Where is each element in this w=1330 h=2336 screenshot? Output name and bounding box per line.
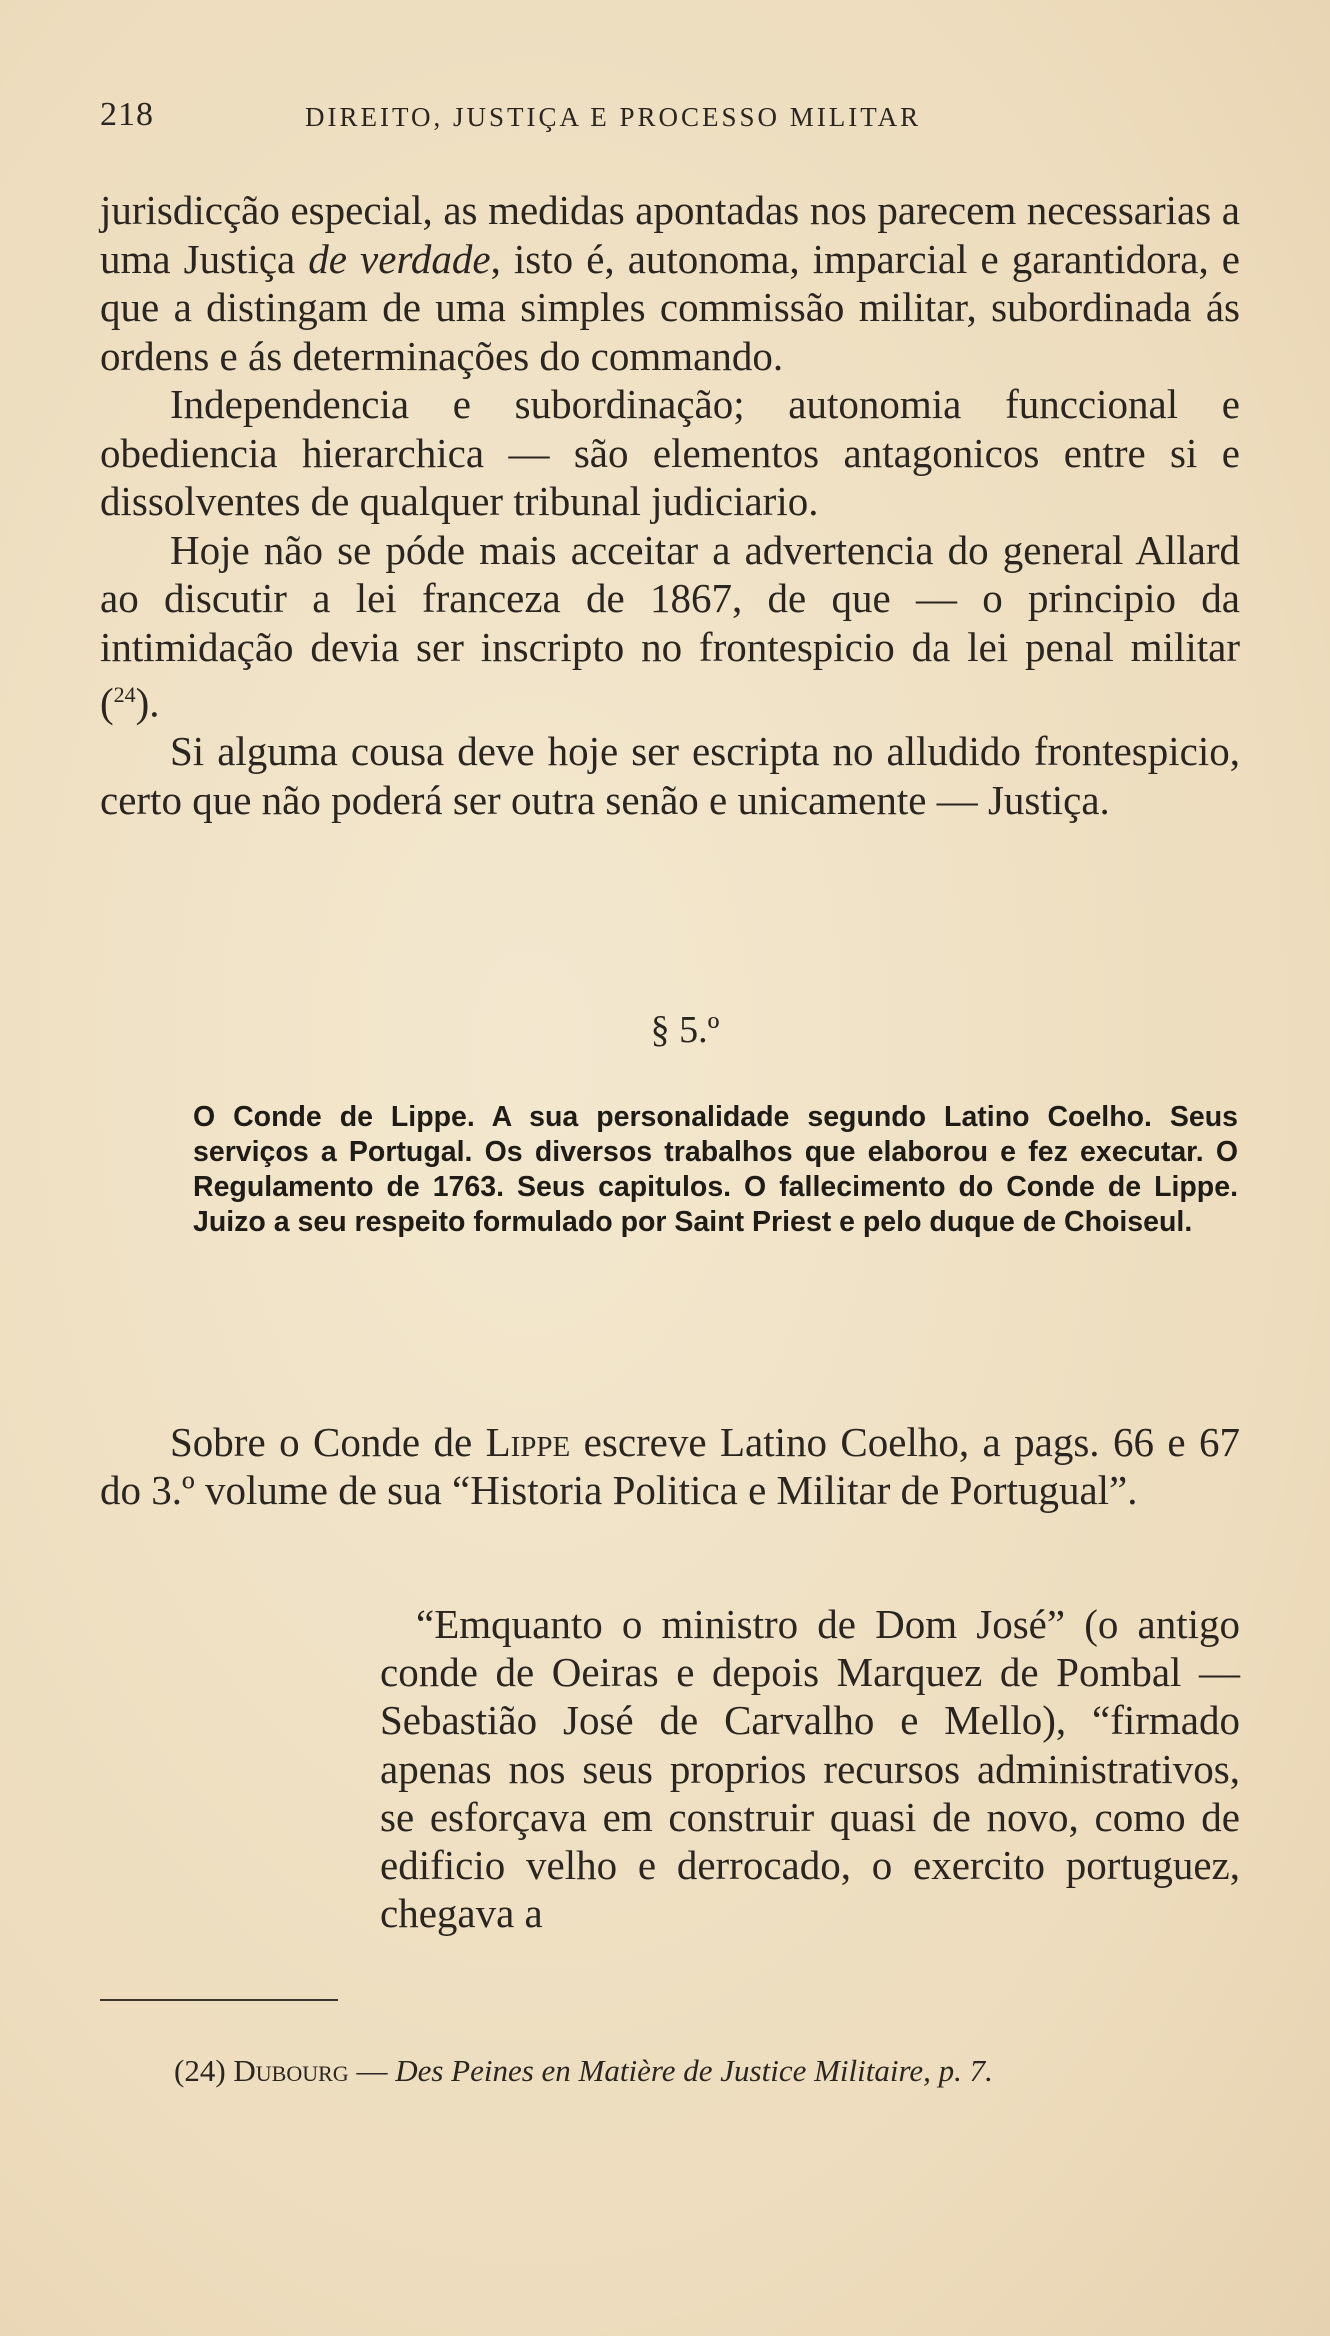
page-header — [100, 96, 1240, 136]
footnote-reference: 24 — [113, 682, 136, 707]
block-quote — [380, 1600, 1240, 1937]
footnote: (24) Dubourg — Des Peines en Matière de Justice Militaire, p. 7. — [174, 2053, 993, 2088]
author-name-lippe: Lippe — [485, 1419, 571, 1465]
paragraph-2: Independencia e subordinação; autonomia funccional e obediencia hierarchica — são elementos antagonicos entre si e dissolventes de qualquer tribunal judiciario. — [100, 381, 1240, 524]
footnote-divider — [100, 1999, 338, 2001]
section-summary: O Conde de Lippe. A sua personalidade segundo Latino Coelho. Seus serviços a Portugal. Os diversos trabalhos que elaborou e fez executar. O Regulamento de 1763. Seus capitulos. O fallecimento do Conde de Lippe. Juizo a seu respeito formulado por Saint Priest e pelo duque de Choiseul. — [193, 1101, 1238, 1238]
footnote-title: Des Peines en Matière de Justice Militaire — [395, 2053, 924, 2088]
footnote-marker: (24) — [174, 2053, 226, 2088]
footnote-page: , p. 7. — [923, 2053, 993, 2088]
intro-paragraph: Sobre o Conde de Lippe escreve Latino Coelho, a pags. 66 e 67 do 3.º volume de sua “Historia Politica e Militar de Portugual”. — [100, 1419, 1240, 1513]
emphasis-de-verdade: de verdade — [308, 235, 491, 282]
paragraph-3: Hoje não se póde mais acceitar a advertencia do general Allard ao discutir a lei franceza de 1867, de que — o principio da intimidação devia ser inscripto no frontespicio da lei penal militar ($^{24}$). — [100, 526, 1240, 726]
running-head: DIREITO, JUSTIÇA E PROCESSO MILITAR — [305, 102, 922, 132]
paragraph-4: Si alguma cousa deve hoje ser escripta no alludido frontespicio, certo que não poderá ser outra senão e unicamente — Justiça. — [100, 728, 1240, 823]
footnote-author: Dubourg — [233, 2053, 349, 2088]
quote-text: “Emquanto o ministro de Dom José” (o antigo conde de Oeiras e depois Marquez de Pombal — Sebastião José de Carvalho e Mello), “firmado apenas nos seus proprios recursos administrativos, se esforçava em construir quasi de novo, como de edificio velho e derrocado, o exercito portuguez, chegava a — [380, 1601, 1240, 1937]
section-heading: § 5.º — [650, 1009, 720, 1051]
paragraph-1: jurisdicção especial, as medidas apontadas nos parecem necessarias a uma Justiça de verdade, isto é, autonoma, imparcial e garantidora, e que a distingam de uma simples commissão militar, subordinada ás ordens e ás determinações do commando. — [100, 187, 1240, 379]
page-number: 218 — [100, 96, 154, 133]
body-text — [100, 186, 1240, 824]
